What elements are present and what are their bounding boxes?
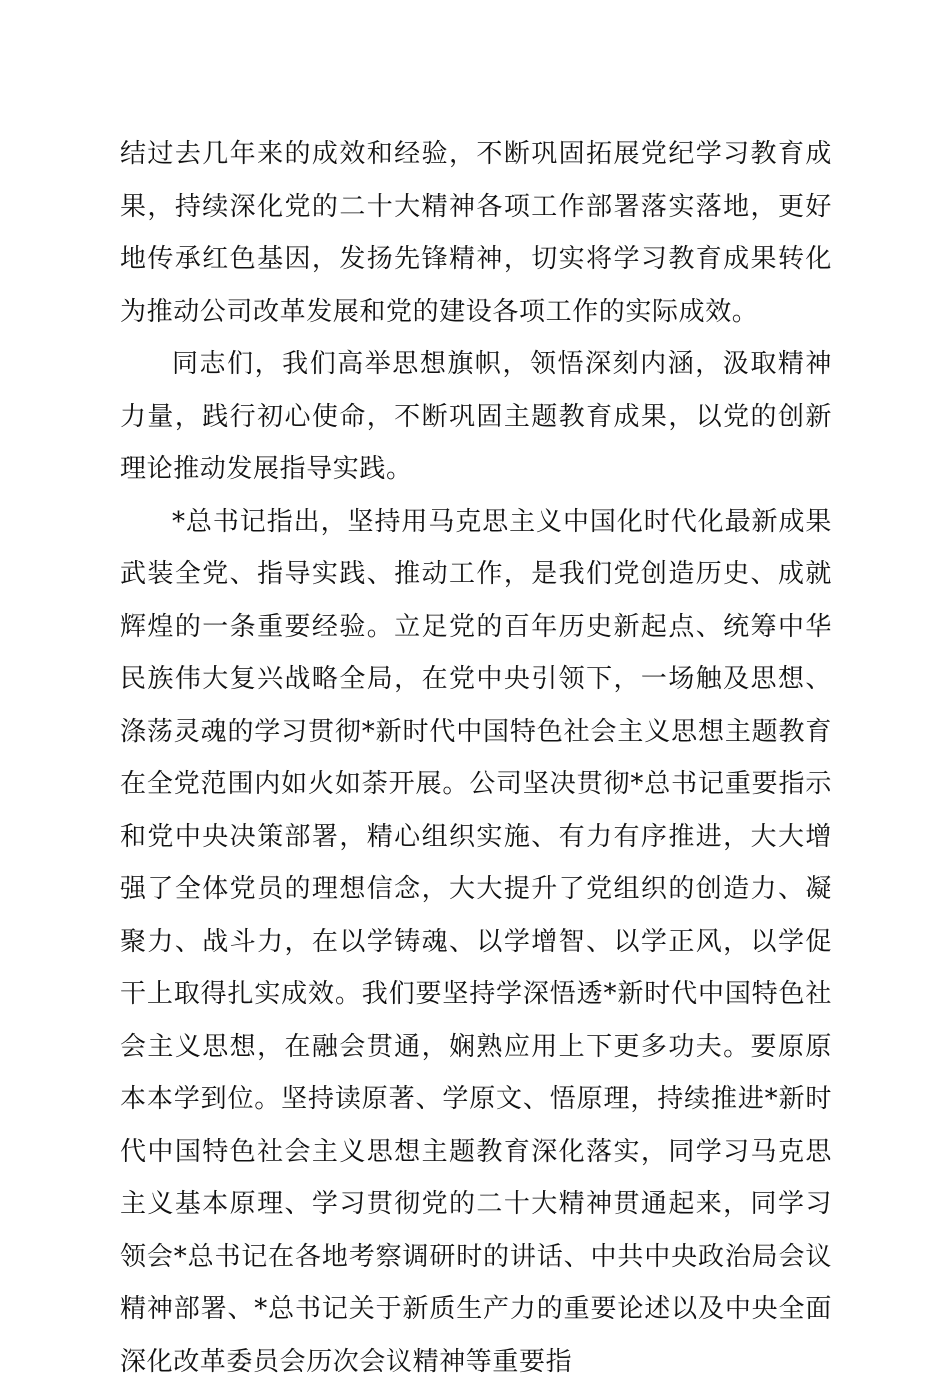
- paragraph-1: 结过去几年来的成效和经验，不断巩固拓展党纪学习教育成果，持续深化党的二十大精神各项工作部署落实落地，更好地传承红色基因，发扬先锋精神，切实将学习教育成果转化为推动公司改革发展和党的建设各项工作的实际成效。: [120, 128, 832, 338]
- paragraph-3: *总书记指出，坚持用马克思主义中国化时代化最新成果武装全党、指导实践、推动工作，是我们党创造历史、成就辉煌的一条重要经验。立足党的百年历史新起点、统筹中华民族伟大复兴战略全局，在党中央引领下，一场触及思想、涤荡灵魂的学习贯彻*新时代中国特色社会主义思想主题教育在全党范围内如火如荼开展。公司坚决贯彻*总书记重要指示和党中央决策部署，精心组织实施、有力有序推进，大大增强了全体党员的理想信念，大大提升了党组织的创造力、凝聚力、战斗力，在以学铸魂、以学增智、以学正风，以学促干上取得扎实成效。我们要坚持学深悟透*新时代中国特色社会主义思想，在融会贯通，娴熟应用上下更多功夫。要原原本本学到位。坚持读原著、学原文、悟原理，持续推进*新时代中国特色社会主义思想主题教育深化落实，同学习马克思主义基本原理、学习贯彻党的二十大精神贯通起来，同学习领会*总书记在各地考察调研时的讲话、中共中央政治局会议精神部署、*总书记关于新质生产力的重要论述以及中央全面深化改革委员会历次会议精神等重要指: [120, 496, 832, 1388]
- paragraph-2: 同志们，我们高举思想旗帜，领悟深刻内涵，汲取精神力量，践行初心使命，不断巩固主题教育成果，以党的创新理论推动发展指导实践。: [120, 338, 832, 496]
- document-body: [120, 128, 832, 1388]
